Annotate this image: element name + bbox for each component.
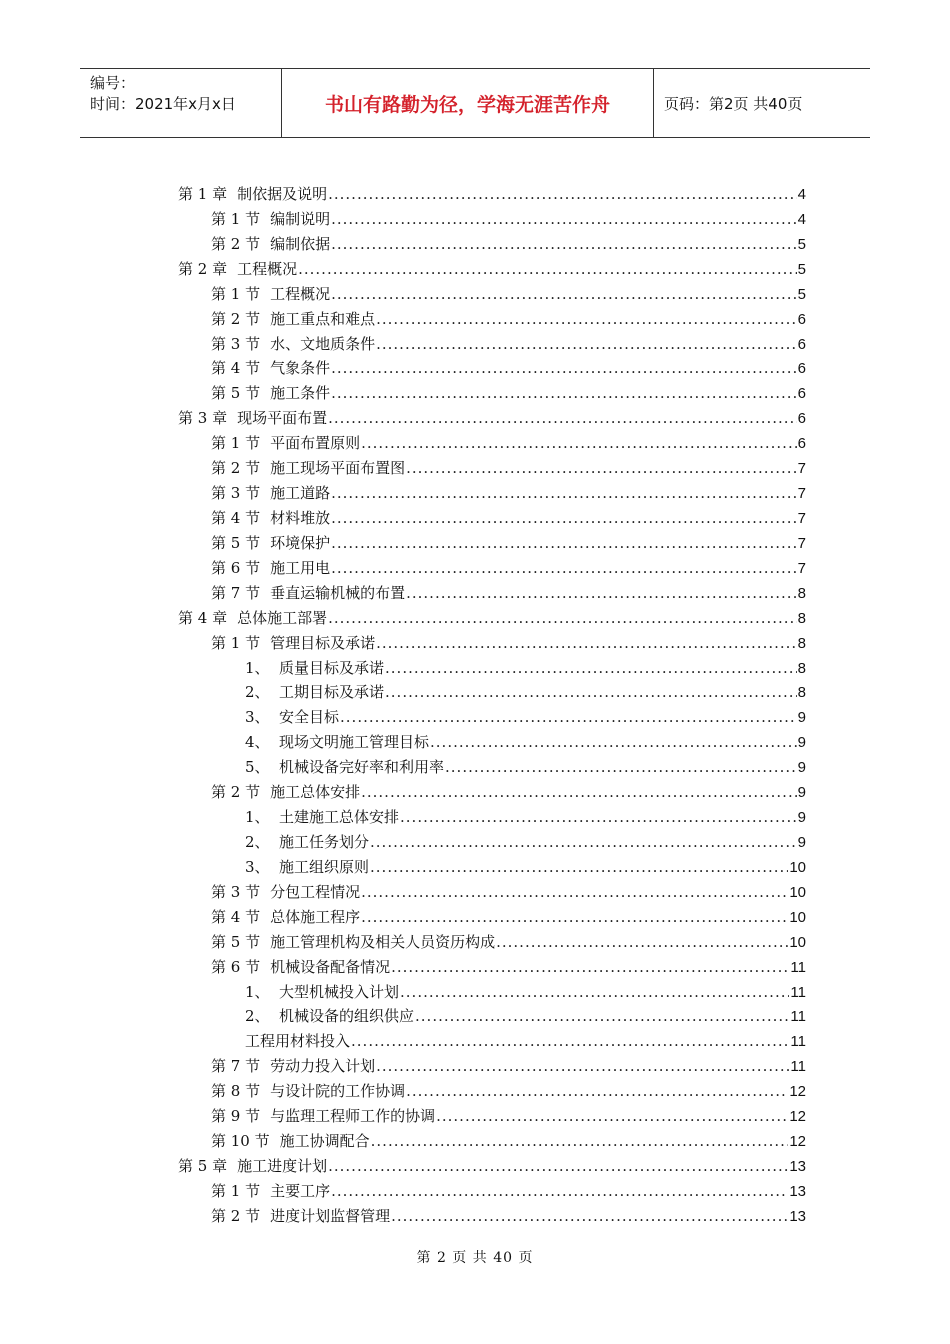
toc-entry-label bbox=[245, 831, 369, 852]
toc-entry-title: 主要工序 bbox=[270, 1181, 331, 1200]
toc-entry-page-number: 10 bbox=[789, 908, 806, 926]
toc-dot-leader bbox=[391, 958, 789, 976]
toc-entry-number: 第 4 章 bbox=[178, 608, 228, 627]
toc-dot-leader bbox=[376, 634, 797, 652]
toc-entry-title: 环境保护 bbox=[270, 533, 331, 552]
toc-entry-page-number: 13 bbox=[789, 1207, 806, 1225]
toc-entry[interactable] bbox=[178, 1155, 806, 1180]
toc-entry[interactable] bbox=[178, 681, 806, 706]
toc-entry-title: 大型机械投入计划 bbox=[279, 982, 400, 1001]
toc-dot-leader bbox=[328, 1157, 788, 1175]
toc-entry-number: 第 2 节 bbox=[211, 459, 261, 478]
toc-entry-title: 施工现场平面布置图 bbox=[270, 459, 406, 478]
toc-dot-leader bbox=[331, 210, 797, 228]
toc-dot-leader bbox=[331, 384, 797, 402]
toc-dot-leader bbox=[328, 609, 797, 627]
toc-entry-page-number: 6 bbox=[797, 335, 806, 353]
toc-dot-leader bbox=[385, 659, 797, 677]
toc-entry-page-number: 5 bbox=[797, 260, 806, 278]
toc-entry-label bbox=[178, 607, 327, 628]
toc-entry-title: 平面布置原则 bbox=[270, 434, 361, 453]
toc-entry-number: 第 1 章 bbox=[178, 185, 228, 203]
toc-entry-title: 质量目标及承诺 bbox=[279, 658, 385, 677]
toc-entry-label bbox=[211, 308, 375, 329]
toc-entry[interactable] bbox=[178, 357, 806, 382]
toc-entry-title: 机械设备配备情况 bbox=[270, 957, 391, 976]
toc-entry-title: 工程概况 bbox=[270, 284, 331, 303]
toc-entry[interactable] bbox=[178, 557, 806, 582]
toc-dot-leader bbox=[415, 1007, 789, 1025]
toc-entry-number: 3、 bbox=[245, 708, 270, 727]
toc-entry-label bbox=[211, 457, 405, 478]
toc-entry[interactable] bbox=[178, 881, 806, 906]
toc-entry-label bbox=[245, 706, 339, 727]
toc-entry-page-number: 7 bbox=[797, 460, 806, 478]
toc-entry[interactable] bbox=[178, 607, 806, 632]
toc-entry-number: 第 1 节 bbox=[211, 1181, 261, 1200]
toc-entry-label bbox=[211, 532, 330, 553]
toc-entry-number: 1、 bbox=[245, 982, 270, 1001]
toc-entry-title: 水、文地质条件 bbox=[270, 334, 376, 353]
toc-entry-title: 安全目标 bbox=[279, 708, 340, 727]
toc-entry-page-number: 4 bbox=[797, 186, 806, 203]
toc-entry-label bbox=[211, 881, 360, 902]
toc-dot-leader bbox=[376, 1057, 789, 1075]
toc-dot-leader bbox=[331, 559, 797, 577]
page-header bbox=[80, 68, 870, 138]
toc-entry-number: 第 4 节 bbox=[211, 359, 261, 378]
toc-entry-number: 第 7 节 bbox=[211, 583, 261, 602]
toc-entry-label bbox=[211, 507, 330, 528]
toc-entry-number: 5、 bbox=[245, 758, 270, 777]
toc-entry-label bbox=[211, 557, 330, 578]
toc-entry-label bbox=[211, 1055, 375, 1076]
toc-entry-page-number: 8 bbox=[797, 684, 806, 702]
toc-dot-leader bbox=[361, 883, 788, 901]
toc-entry[interactable] bbox=[178, 931, 806, 956]
toc-entry-page-number: 9 bbox=[797, 759, 806, 777]
page-footer: 第 2 页 共 40 页 bbox=[416, 1250, 534, 1266]
toc-entry-title: 垂直运输机械的布置 bbox=[270, 583, 406, 602]
toc-entry-title: 工程概况 bbox=[237, 259, 298, 278]
toc-entry-number: 第 5 节 bbox=[211, 932, 261, 951]
toc-entry[interactable] bbox=[178, 756, 806, 781]
toc-entry-page-number: 6 bbox=[797, 435, 806, 453]
toc-entry[interactable] bbox=[178, 806, 806, 831]
toc-entry-title: 总体施工部署 bbox=[237, 608, 328, 627]
toc-entry-title: 气象条件 bbox=[270, 359, 331, 378]
toc-entry[interactable] bbox=[178, 407, 806, 432]
toc-entry-label bbox=[178, 407, 327, 428]
toc-entry[interactable] bbox=[178, 706, 806, 731]
toc-entry-title: 现场文明施工管理目标 bbox=[279, 733, 430, 752]
toc-entry-number: 第 3 章 bbox=[178, 409, 228, 428]
toc-entry-title: 施工道路 bbox=[270, 484, 331, 503]
toc-entry-page-number: 9 bbox=[797, 734, 806, 752]
toc-entry-number: 第 2 节 bbox=[211, 309, 261, 328]
header-meta bbox=[80, 69, 282, 137]
toc-dot-leader bbox=[361, 783, 797, 801]
toc-dot-leader bbox=[445, 758, 797, 776]
toc-entry-title: 机械设备的组织供应 bbox=[279, 1007, 415, 1026]
toc-entry-label bbox=[245, 1030, 350, 1051]
toc-entry[interactable] bbox=[178, 657, 806, 682]
toc-entry-number: 第 3 节 bbox=[211, 334, 261, 353]
document-number-label: 编号： bbox=[90, 74, 136, 92]
toc-entry-number: 1、 bbox=[245, 808, 270, 827]
toc-entry-page-number: 6 bbox=[797, 385, 806, 403]
toc-entry-label bbox=[211, 1130, 370, 1151]
toc-entry-label bbox=[211, 956, 390, 977]
toc-entry-number: 第 2 章 bbox=[178, 259, 228, 278]
toc-entry-title: 与监理工程师工作的协调 bbox=[270, 1107, 436, 1126]
toc-entry-page-number: 5 bbox=[797, 285, 806, 303]
toc-entry-number: 1、 bbox=[245, 658, 270, 677]
toc-entry-title: 管理目标及承诺 bbox=[270, 633, 376, 652]
toc-dot-leader bbox=[361, 434, 797, 452]
toc-entry-label bbox=[211, 432, 360, 453]
toc-entry-title: 制依据及说明 bbox=[237, 185, 328, 203]
toc-entry[interactable] bbox=[178, 507, 806, 532]
header-motto: 书山有路勤为径，学海无涯苦作舟 bbox=[282, 69, 654, 137]
toc-entry[interactable] bbox=[178, 1130, 806, 1155]
toc-entry[interactable] bbox=[178, 283, 806, 308]
toc-entry-title: 施工协调配合 bbox=[279, 1132, 370, 1151]
toc-entry-label bbox=[245, 806, 399, 827]
toc-entry-number: 第 1 节 bbox=[211, 284, 261, 303]
toc-entry-number: 第 3 节 bbox=[211, 484, 261, 503]
toc-entry-title: 施工总体安排 bbox=[270, 783, 361, 802]
toc-entry-page-number: 11 bbox=[790, 983, 806, 1001]
toc-entry-title: 施工进度计划 bbox=[237, 1156, 328, 1175]
toc-entry[interactable] bbox=[178, 1105, 806, 1130]
toc-dot-leader bbox=[376, 310, 797, 328]
toc-entry-label bbox=[211, 781, 360, 802]
toc-entry-label bbox=[245, 756, 444, 777]
toc-dot-leader bbox=[376, 335, 797, 353]
toc-entry-page-number: 13 bbox=[789, 1157, 806, 1175]
toc-entry[interactable] bbox=[178, 1205, 806, 1230]
toc-dot-leader bbox=[328, 409, 797, 427]
toc-entry-title: 进度计划监督管理 bbox=[270, 1206, 391, 1225]
toc-entry[interactable] bbox=[178, 1180, 806, 1205]
toc-entry-label bbox=[245, 681, 384, 702]
toc-entry-title: 编制说明 bbox=[270, 209, 331, 228]
toc-entry-number: 第 8 节 bbox=[211, 1082, 261, 1101]
toc-entry-title: 工期目标及承诺 bbox=[279, 683, 385, 702]
toc-entry-page-number: 7 bbox=[797, 559, 806, 577]
toc-dot-leader bbox=[331, 285, 797, 303]
toc-entry[interactable] bbox=[178, 233, 806, 258]
toc-entry-number: 第 10 节 bbox=[211, 1132, 270, 1151]
toc-entry-label bbox=[178, 183, 327, 204]
toc-entry-title: 施工条件 bbox=[270, 384, 331, 403]
toc-entry-label bbox=[178, 1155, 327, 1176]
toc-dot-leader bbox=[331, 534, 797, 552]
toc-dot-leader bbox=[331, 509, 797, 527]
toc-dot-leader bbox=[331, 1182, 788, 1200]
toc-entry-title: 与设计院的工作协调 bbox=[270, 1082, 406, 1101]
toc-entry[interactable] bbox=[178, 956, 806, 981]
toc-entry-page-number: 4 bbox=[797, 210, 806, 228]
toc-entry-page-number: 11 bbox=[790, 1033, 806, 1051]
toc-entry[interactable] bbox=[178, 781, 806, 806]
toc-entry-page-number: 10 bbox=[789, 933, 806, 951]
toc-dot-leader bbox=[328, 185, 797, 203]
toc-entry[interactable] bbox=[178, 1030, 806, 1055]
toc-entry[interactable] bbox=[178, 183, 806, 208]
toc-dot-leader bbox=[406, 1082, 788, 1100]
toc-entry-page-number: 11 bbox=[790, 958, 806, 976]
toc-entry-title: 劳动力投入计划 bbox=[270, 1057, 376, 1076]
toc-entry[interactable] bbox=[178, 1005, 806, 1030]
toc-dot-leader bbox=[370, 858, 788, 876]
toc-entry-page-number: 9 bbox=[797, 709, 806, 727]
toc-dot-leader bbox=[331, 359, 797, 377]
toc-entry[interactable] bbox=[178, 1080, 806, 1105]
toc-entry-number: 第 6 节 bbox=[211, 558, 261, 577]
header-page-label: 页码：第2页 共40页 bbox=[664, 94, 803, 113]
toc-entry-title: 分包工程情况 bbox=[270, 882, 361, 901]
toc-entry-page-number: 8 bbox=[797, 609, 806, 627]
toc-dot-leader bbox=[361, 908, 788, 926]
toc-entry-number: 第 4 节 bbox=[211, 907, 261, 926]
toc-entry-page-number: 9 bbox=[797, 784, 806, 802]
toc-entry-number: 第 5 节 bbox=[211, 384, 261, 403]
toc-entry-number: 第 5 章 bbox=[178, 1156, 228, 1175]
toc-entry-label bbox=[245, 731, 429, 752]
toc-entry-page-number: 12 bbox=[789, 1133, 806, 1151]
toc-dot-leader bbox=[406, 584, 797, 602]
toc-entry-label bbox=[211, 582, 405, 603]
toc-entry[interactable] bbox=[178, 482, 806, 507]
toc-entry-label bbox=[211, 1105, 435, 1126]
toc-entry-title: 编制依据 bbox=[270, 234, 331, 253]
toc-entry-page-number: 10 bbox=[789, 858, 806, 876]
document-time-label: 时间：2021年x月x日 bbox=[90, 95, 236, 113]
toc-entry-number: 第 1 节 bbox=[211, 434, 261, 453]
toc-entry-label bbox=[211, 208, 330, 229]
toc-entry[interactable] bbox=[178, 258, 806, 283]
toc-entry-page-number: 7 bbox=[797, 534, 806, 552]
toc-dot-leader bbox=[400, 808, 797, 826]
toc-entry-label bbox=[211, 1205, 390, 1226]
toc-entry-number: 第 2 节 bbox=[211, 234, 261, 253]
toc-entry[interactable] bbox=[178, 731, 806, 756]
toc-entry-page-number: 11 bbox=[790, 1058, 806, 1076]
toc-entry-number: 第 1 节 bbox=[211, 209, 261, 228]
toc-entry-label bbox=[245, 856, 369, 877]
toc-entry-title: 施工用电 bbox=[270, 558, 331, 577]
toc-entry-label bbox=[211, 931, 495, 952]
toc-entry-page-number: 6 bbox=[797, 410, 806, 428]
toc-entry[interactable] bbox=[178, 208, 806, 233]
toc-dot-leader bbox=[496, 933, 788, 951]
toc-entry-number: 第 5 节 bbox=[211, 533, 261, 552]
toc-entry-number: 4、 bbox=[245, 733, 270, 752]
toc-dot-leader bbox=[436, 1107, 788, 1125]
toc-entry[interactable] bbox=[178, 856, 806, 881]
toc-entry-title: 施工重点和难点 bbox=[270, 309, 376, 328]
toc-entry-page-number: 12 bbox=[789, 1083, 806, 1101]
toc-entry-page-number: 7 bbox=[797, 509, 806, 527]
toc-entry-label bbox=[211, 906, 360, 927]
toc-entry-title: 施工组织原则 bbox=[279, 857, 370, 876]
toc-entry-title: 机械设备完好率和利用率 bbox=[279, 758, 445, 777]
toc-entry-label bbox=[211, 233, 330, 254]
toc-dot-leader bbox=[340, 708, 797, 726]
toc-entry-label bbox=[211, 1180, 330, 1201]
toc-entry-label bbox=[245, 981, 399, 1002]
toc-entry-number: 第 2 节 bbox=[211, 1206, 261, 1225]
toc-entry-label bbox=[245, 657, 384, 678]
toc-entry-label bbox=[211, 333, 375, 354]
toc-dot-leader bbox=[371, 1132, 789, 1150]
toc-entry[interactable] bbox=[178, 582, 806, 607]
toc-entry-number: 2、 bbox=[245, 1007, 270, 1026]
toc-dot-leader bbox=[400, 983, 789, 1001]
toc-entry-label bbox=[211, 283, 330, 304]
toc-entry-number: 第 3 节 bbox=[211, 882, 261, 901]
toc-entry[interactable] bbox=[178, 457, 806, 482]
toc-entry-title: 材料堆放 bbox=[270, 508, 331, 527]
toc-entry-label bbox=[245, 1005, 414, 1026]
toc-entry-label bbox=[211, 357, 330, 378]
toc-entry-number: 第 4 节 bbox=[211, 508, 261, 527]
toc-entry[interactable] bbox=[178, 382, 806, 407]
toc-entry-title: 现场平面布置 bbox=[237, 409, 328, 428]
toc-entry[interactable] bbox=[178, 831, 806, 856]
toc-entry-page-number: 11 bbox=[790, 1008, 806, 1026]
toc-entry-page-number: 9 bbox=[797, 809, 806, 827]
table-of-contents bbox=[178, 183, 806, 1230]
toc-entry-page-number: 7 bbox=[797, 485, 806, 503]
toc-entry[interactable] bbox=[178, 1055, 806, 1080]
toc-entry-page-number: 8 bbox=[797, 659, 806, 677]
toc-entry-page-number: 13 bbox=[789, 1182, 806, 1200]
toc-entry-title: 土建施工总体安排 bbox=[279, 808, 400, 827]
toc-entry-title: 施工任务划分 bbox=[279, 832, 370, 851]
toc-entry-label bbox=[211, 632, 375, 653]
toc-entry-page-number: 8 bbox=[797, 634, 806, 652]
toc-entry[interactable] bbox=[178, 432, 806, 457]
toc-entry-label bbox=[211, 482, 330, 503]
toc-entry[interactable] bbox=[178, 906, 806, 931]
toc-dot-leader bbox=[406, 459, 797, 477]
toc-entry-number: 3、 bbox=[245, 857, 270, 876]
toc-entry[interactable] bbox=[178, 333, 806, 358]
toc-entry-title: 总体施工程序 bbox=[270, 907, 361, 926]
toc-dot-leader bbox=[298, 260, 797, 278]
toc-entry-number: 第 9 节 bbox=[211, 1107, 261, 1126]
toc-entry-title: 施工管理机构及相关人员资历构成 bbox=[270, 932, 496, 951]
toc-entry[interactable] bbox=[178, 981, 806, 1006]
toc-dot-leader bbox=[331, 235, 797, 253]
toc-dot-leader bbox=[385, 683, 797, 701]
toc-dot-leader bbox=[391, 1207, 788, 1225]
toc-entry-label bbox=[211, 382, 330, 403]
toc-entry-page-number: 5 bbox=[797, 235, 806, 253]
toc-entry-page-number: 8 bbox=[797, 584, 806, 602]
toc-entry-page-number: 6 bbox=[797, 360, 806, 378]
toc-entry-page-number: 6 bbox=[797, 310, 806, 328]
toc-entry[interactable] bbox=[178, 532, 806, 557]
toc-entry-label bbox=[178, 258, 297, 279]
toc-dot-leader bbox=[351, 1032, 789, 1050]
toc-entry-page-number: 10 bbox=[789, 883, 806, 901]
toc-entry-label bbox=[211, 1080, 405, 1101]
toc-dot-leader bbox=[370, 833, 797, 851]
toc-entry-number: 第 6 节 bbox=[211, 957, 261, 976]
toc-entry-number: 2、 bbox=[245, 832, 270, 851]
toc-entry-number: 2、 bbox=[245, 683, 270, 702]
toc-entry-number: 第 1 节 bbox=[211, 633, 261, 652]
toc-entry-number: 第 2 节 bbox=[211, 783, 261, 802]
toc-entry-number: 第 7 节 bbox=[211, 1057, 261, 1076]
toc-dot-leader bbox=[430, 733, 797, 751]
toc-entry-page-number: 9 bbox=[797, 833, 806, 851]
toc-entry-title: 工程用材料投入 bbox=[245, 1032, 351, 1051]
toc-dot-leader bbox=[331, 484, 797, 502]
toc-entry[interactable] bbox=[178, 308, 806, 333]
toc-entry-page-number: 12 bbox=[789, 1108, 806, 1126]
toc-entry[interactable] bbox=[178, 632, 806, 657]
